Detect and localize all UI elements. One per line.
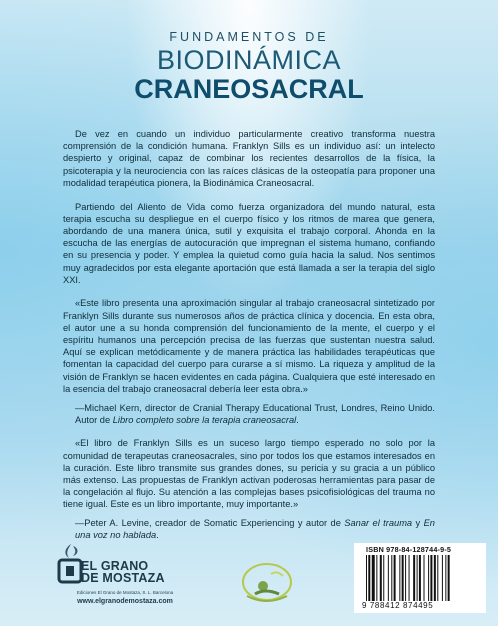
title-line-1: FUNDAMENTOS DE [169, 30, 329, 44]
attribution-kern: —Michael Kern, director de Cranial Therapy Educational Trust, Londres, Reino Unido. Autor de Libro completo sobre la terapia craneosacral. [75, 402, 435, 425]
title-line-3: CRANEOSACRAL [134, 74, 364, 104]
quote-kern: «Este libro presenta una aproximación singular al trabajo craneosacral sintetizado por Franklyn Sills durante sus numerosos años de práctica clínica y docencia. En esta obra, el autor une a su honda comprensión del funcionamiento de la mente, el cuerpo y el espíritu humanos una percepción precisa de las fuerzas que sustentan nuestra salud. Aquí se explican metódicamente y de manera práctica las habilidades terapéuticas que fomentan la capacidad del cuerpo para curarse a sí mismo. La riqueza y amplitud de la visión de Franklyn se hacen evidentes en cada página. Cualquiera que esté interesado en la esencia del trabajo craneosacral debería leer esta obra.» [63, 298, 435, 394]
paragraph-intro: De vez en cuando un individuo particularmente creativo transforma nuestra comprensión de la condición humana. Franklyn Sills es un individuo así: un intelecto despierto y original, capaz de combinar los recientes desarrollos de la física, la psicoterapia y la neurociencia con las raíces clásicas de la osteopatía para proponer una modalidad terapéutica pionera, la Biodinámica Craneosacral. [63, 129, 435, 188]
book-title [0, 30, 498, 104]
barcode-digits: 9 788412 874495 [362, 601, 434, 610]
paragraph-description: Partiendo del Aliento de Vida como fuerza organizadora del mundo natural, esta terapia escucha su despliegue en el cuerpo físico y los ritmos de marea que genera, abordando de una manera única, sutil y exquisita el trabajo corporal. Ahonda en la escucha de las energías de autocuración que impregnan el sistema humano, confiando en su presencia y poder. Y emplea la quietud como guía hacia la salud. Nos sentimos muy agradecidos por esta elegante aportación que está llamada a ser la terapia del siglo XXI. [63, 201, 435, 285]
title-line-2: BIODINÁMICA [156, 45, 342, 75]
back-cover-text [63, 128, 435, 553]
attribution-levine: —Peter A. Levine, creador de Somatic Experiencing y autor de Sanar el trauma y En una voz no hablada. [75, 518, 435, 541]
publisher-address: Ediciones El Grano de Mostaza, S. L. Barcelona [76, 590, 174, 595]
quote-levine: «El libro de Franklyn Sills es un suceso largo tiempo esperado no solo por la comunidad de terapeutas craneosacrales, sino por todos los que estamos interesados en la curación. Este libro transmite sus grandes dones, su pericia y su gracia a un público más extenso. Las propuestas de Franklyn activan poderosas herramientas para pasar de la congelación al flujo. Su atención a las complejas bases psicofisiológicas del trauma no tiene igual. Este es un libro importante, muy importante.» [63, 438, 435, 510]
publisher-website: www.elgranodemostaza.com [77, 598, 173, 605]
publisher-name: EL GRANO DE MOSTAZA [81, 559, 165, 585]
isbn-label: ISBN 978-84-128744-9-5 [366, 545, 452, 554]
barcode-icon [364, 555, 478, 601]
association-logo [225, 560, 310, 610]
isbn-barcode-box [354, 543, 486, 613]
